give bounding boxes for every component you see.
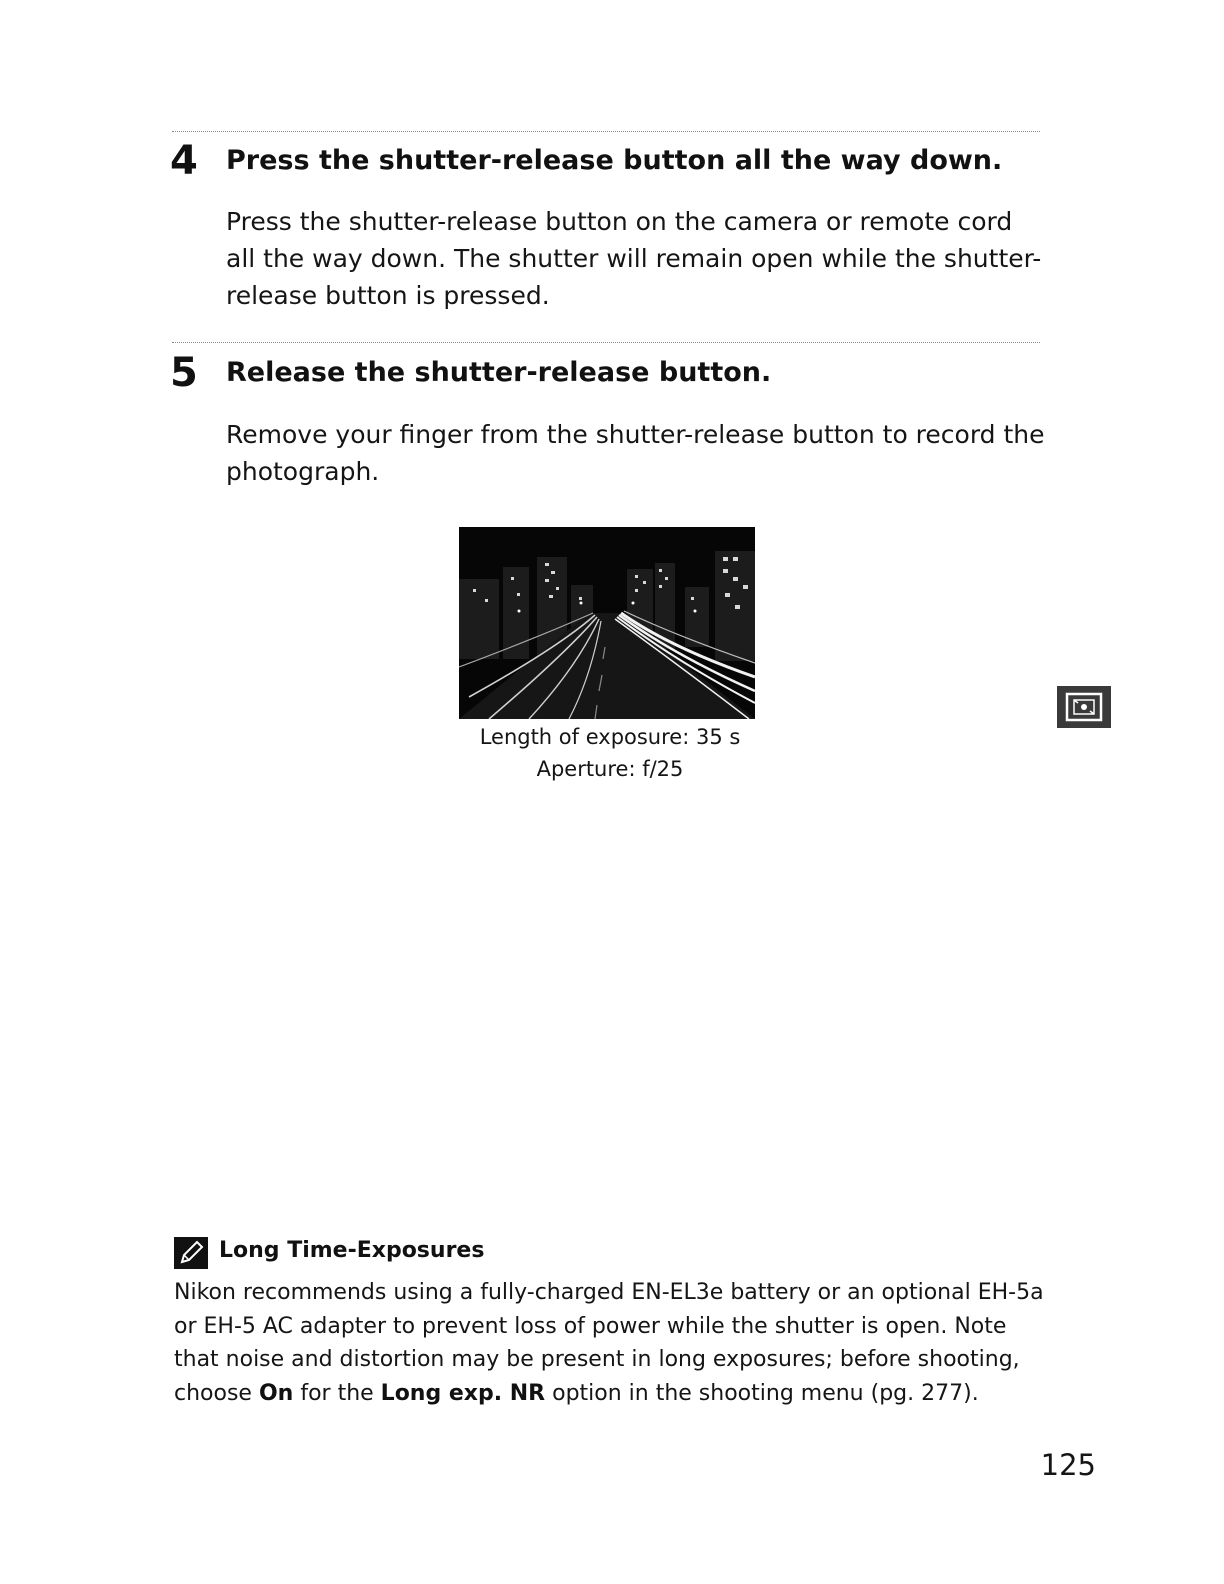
note-text-3: option in the shooting menu (pg. 277). xyxy=(545,1380,979,1406)
page-number: 125 xyxy=(1040,1448,1096,1482)
note-text-2: for the xyxy=(293,1380,381,1406)
shooting-mode-tab-icon xyxy=(1057,686,1111,728)
night-light-trails-photo xyxy=(459,527,755,719)
step-5-divider xyxy=(172,342,1040,343)
note-body xyxy=(174,1276,1054,1410)
figure-caption-aperture: Aperture: f/25 xyxy=(536,757,684,781)
step-4-divider xyxy=(172,131,1040,132)
figure-caption-exposure: Length of exposure: 35 s xyxy=(479,725,741,749)
step-5-number: 5 xyxy=(170,350,198,396)
step-5-body: Remove your finger from the shutter-release button to record the photograph. xyxy=(226,420,1045,486)
step-4-title: Press the shutter-release button all the way down. xyxy=(226,145,1003,176)
note-bold-on: On xyxy=(258,1380,294,1406)
note-title: Long Time-Exposures xyxy=(219,1238,485,1263)
step-4-number: 4 xyxy=(170,138,198,184)
step-4-body: Press the shutter-release button on the camera or remote cord all the way down. The shutter will remain open while the shutter-release button is pressed. xyxy=(226,207,1042,310)
note-text-1: Nikon recommends using a fully-charged EN-EL3e battery or an optional EH-5a or EH-5 AC adapter to prevent loss of power while the shutter is open. Note that noise and distortion may be present in long exposures; before shooting, choose xyxy=(174,1280,1044,1406)
pencil-note-icon xyxy=(174,1237,208,1269)
step-5-title: Release the shutter-release button. xyxy=(226,357,772,388)
note-bold-long-exp-nr: Long exp. NR xyxy=(380,1380,546,1406)
